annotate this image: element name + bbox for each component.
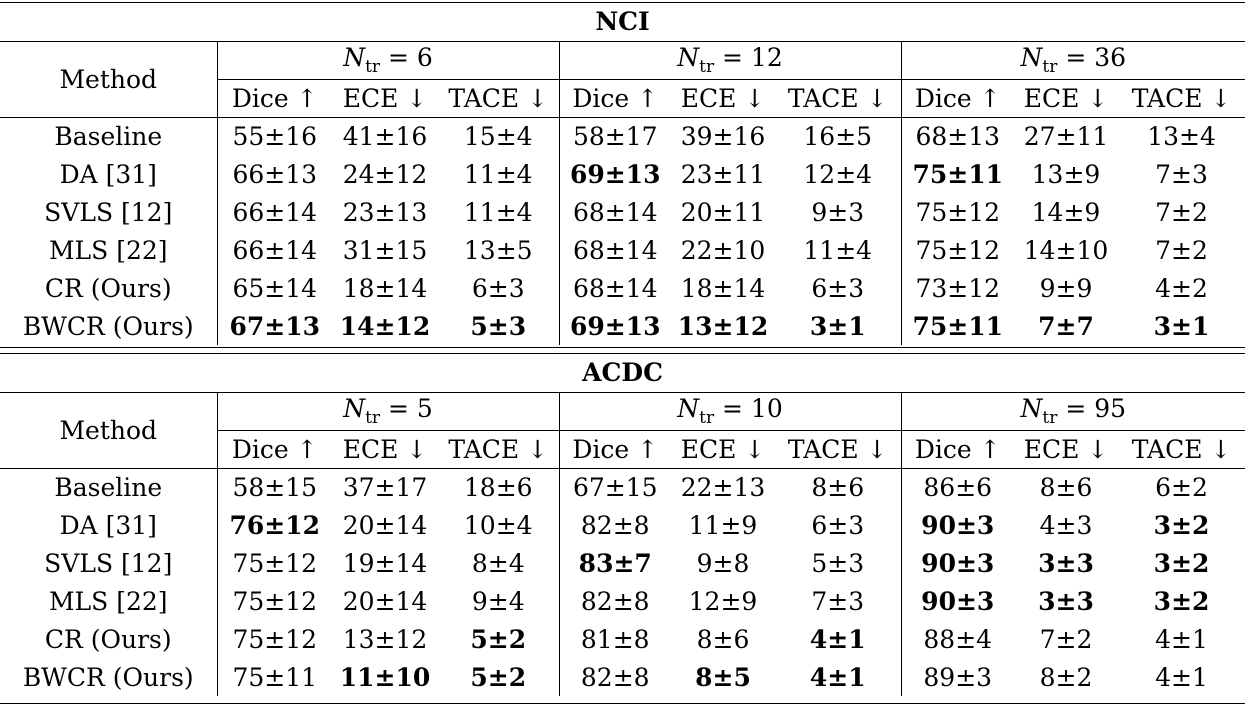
metric-header: TACE ↓ bbox=[1118, 79, 1245, 117]
metric-header: Dice ↑ bbox=[559, 430, 671, 468]
metric-cell: 8±6 bbox=[696, 624, 750, 654]
metric-cell: 11±4 bbox=[463, 197, 533, 227]
metric-cell: 90±3 bbox=[901, 506, 1014, 544]
table-row bbox=[0, 269, 1245, 307]
metric-cell: 13±12 bbox=[677, 311, 769, 341]
metric-cell: 5±2 bbox=[470, 662, 527, 692]
method-name: CR (Ours) bbox=[44, 273, 172, 303]
group-header-row bbox=[0, 392, 1245, 430]
metric-cell: 68±14 bbox=[559, 193, 671, 231]
ntr-value: = 36 bbox=[1065, 42, 1127, 72]
metric-cell: 20±11 bbox=[680, 197, 766, 227]
metric-cell: 66±14 bbox=[217, 193, 332, 231]
metric-cell: 18±6 bbox=[438, 468, 559, 506]
metric-cell: 65±14 bbox=[217, 269, 332, 307]
metric-header: ECE ↓ bbox=[671, 79, 775, 117]
ntr-symbol: N bbox=[677, 393, 700, 423]
metric-cell: 4±3 bbox=[1039, 510, 1093, 540]
table-row bbox=[0, 307, 1245, 345]
ntr-symbol: N bbox=[677, 42, 700, 72]
metric-cell: 3±2 bbox=[1153, 510, 1210, 540]
metric-header: ECE ↓ bbox=[332, 430, 438, 468]
method-name: MLS [22] bbox=[48, 235, 168, 265]
table-row bbox=[0, 544, 1245, 582]
ntr-symbol: N bbox=[343, 42, 366, 72]
method-name: DA [31] bbox=[59, 510, 157, 540]
ntr-symbol: N bbox=[1020, 393, 1043, 423]
training-size-header bbox=[559, 41, 901, 79]
metric-cell: 66±13 bbox=[217, 155, 332, 193]
metric-cell: 4±1 bbox=[809, 662, 866, 692]
metric-cell: 14±9 bbox=[1031, 197, 1101, 227]
metric-cell: 14±12 bbox=[339, 311, 431, 341]
acdc-table bbox=[0, 354, 1245, 696]
metric-cell: 7±2 bbox=[1039, 624, 1093, 654]
metric-cell: 8±5 bbox=[695, 662, 751, 692]
metric-cell: 9±3 bbox=[811, 197, 865, 227]
metric-cell: 11±4 bbox=[803, 235, 873, 265]
metric-cell: 5±2 bbox=[470, 624, 527, 654]
bottom-rule bbox=[0, 703, 1245, 704]
method-name: Baseline bbox=[0, 117, 217, 155]
ntr-subscript: tr bbox=[699, 407, 715, 428]
table-row bbox=[0, 468, 1245, 506]
method-name: CR (Ours) bbox=[44, 624, 172, 654]
method-name: MLS [22] bbox=[48, 586, 168, 616]
metric-cell: 22±13 bbox=[671, 468, 775, 506]
metric-cell: 13±9 bbox=[1031, 159, 1101, 189]
metric-cell: 82±8 bbox=[559, 658, 671, 696]
metric-header: TACE ↓ bbox=[1118, 430, 1245, 468]
metric-cell: 75±12 bbox=[901, 231, 1014, 269]
metric-cell: 6±3 bbox=[811, 273, 865, 303]
ntr-value: = 95 bbox=[1065, 393, 1127, 423]
metric-cell: 3±2 bbox=[1153, 548, 1210, 578]
metric-cell: 82±8 bbox=[559, 582, 671, 620]
ntr-symbol: N bbox=[343, 393, 366, 423]
metric-cell: 76±12 bbox=[217, 506, 332, 544]
table-row bbox=[0, 506, 1245, 544]
metric-cell: 13±12 bbox=[342, 624, 428, 654]
metric-cell: 8±6 bbox=[775, 468, 901, 506]
method-header: Method bbox=[0, 41, 217, 117]
metric-cell: 16±5 bbox=[775, 117, 901, 155]
ntr-subscript: tr bbox=[1042, 56, 1058, 77]
metric-cell: 11±4 bbox=[463, 159, 533, 189]
metric-cell: 23±11 bbox=[680, 159, 766, 189]
training-size-header bbox=[217, 41, 559, 79]
metric-cell: 3±1 bbox=[1153, 311, 1210, 341]
metric-cell: 68±14 bbox=[559, 269, 671, 307]
metric-cell: 68±13 bbox=[901, 117, 1014, 155]
metric-cell: 75±11 bbox=[901, 307, 1014, 345]
metric-cell: 19±14 bbox=[342, 548, 428, 578]
metric-cell: 75±12 bbox=[217, 620, 332, 658]
metric-header: ECE ↓ bbox=[671, 430, 775, 468]
metric-cell: 69±13 bbox=[559, 155, 671, 193]
ntr-subscript: tr bbox=[699, 56, 715, 77]
method-name: Baseline bbox=[0, 468, 217, 506]
metric-cell: 90±3 bbox=[901, 544, 1014, 582]
method-header: Method bbox=[0, 392, 217, 468]
metric-cell: 75±12 bbox=[217, 582, 332, 620]
metric-cell: 6±3 bbox=[471, 273, 525, 303]
metric-cell: 73±12 bbox=[901, 269, 1014, 307]
metric-cell: 7±2 bbox=[1155, 235, 1208, 265]
group-header-row bbox=[0, 41, 1245, 79]
metric-cell: 9±4 bbox=[471, 586, 525, 616]
method-name: BWCR (Ours) bbox=[22, 311, 194, 341]
metric-cell: 7±3 bbox=[1155, 159, 1208, 189]
metric-header: TACE ↓ bbox=[775, 79, 901, 117]
table-row bbox=[0, 231, 1245, 269]
metric-cell: 7±3 bbox=[811, 586, 865, 616]
table-row bbox=[0, 117, 1245, 155]
table-title-row bbox=[0, 354, 1245, 392]
table-row bbox=[0, 193, 1245, 231]
metric-header: Dice ↑ bbox=[559, 79, 671, 117]
metric-cell: 3±1 bbox=[809, 311, 866, 341]
metric-header: ECE ↓ bbox=[1014, 79, 1118, 117]
metric-cell: 58±17 bbox=[559, 117, 671, 155]
metric-header: ECE ↓ bbox=[332, 79, 438, 117]
metric-cell: 3±3 bbox=[1038, 586, 1094, 616]
metric-cell: 8±6 bbox=[1014, 468, 1118, 506]
metric-cell: 18±14 bbox=[680, 273, 766, 303]
metric-cell: 55±16 bbox=[217, 117, 332, 155]
metric-cell: 31±15 bbox=[342, 235, 428, 265]
metric-cell: 68±14 bbox=[559, 231, 671, 269]
table-title: ACDC bbox=[582, 358, 663, 388]
metric-cell: 8±4 bbox=[471, 548, 525, 578]
metric-cell: 3±2 bbox=[1153, 586, 1210, 616]
metric-cell: 7±2 bbox=[1155, 197, 1208, 227]
double-rule-upper bbox=[0, 347, 1245, 348]
metric-cell: 9±9 bbox=[1039, 273, 1093, 303]
ntr-value: = 6 bbox=[387, 42, 433, 72]
metric-cell: 82±8 bbox=[559, 506, 671, 544]
metric-cell: 66±14 bbox=[217, 231, 332, 269]
metric-cell: 12±4 bbox=[803, 159, 873, 189]
metric-cell: 3±3 bbox=[1038, 548, 1094, 578]
metric-cell: 24±12 bbox=[342, 159, 428, 189]
nci-table bbox=[0, 3, 1245, 345]
metric-cell: 18±14 bbox=[342, 273, 428, 303]
training-size-header bbox=[559, 392, 901, 430]
training-size-header bbox=[901, 41, 1245, 79]
table-row bbox=[0, 620, 1245, 658]
metric-cell: 58±15 bbox=[217, 468, 332, 506]
metric-cell: 22±10 bbox=[680, 235, 766, 265]
metric-cell: 37±17 bbox=[332, 468, 438, 506]
metric-cell: 75±12 bbox=[217, 544, 332, 582]
method-name: BWCR (Ours) bbox=[22, 662, 194, 692]
ntr-value: = 12 bbox=[722, 42, 783, 72]
metric-cell: 6±3 bbox=[811, 510, 865, 540]
metric-cell: 83±7 bbox=[559, 544, 671, 582]
metric-cell: 75±12 bbox=[901, 193, 1014, 231]
ntr-subscript: tr bbox=[1042, 407, 1058, 428]
metric-cell: 8±2 bbox=[1039, 662, 1093, 692]
metric-cell: 67±15 bbox=[559, 468, 671, 506]
metric-cell: 4±2 bbox=[1155, 273, 1208, 303]
ntr-subscript: tr bbox=[365, 407, 381, 428]
metric-cell: 11±9 bbox=[688, 510, 758, 540]
table-row bbox=[0, 658, 1245, 696]
training-size-header bbox=[217, 392, 559, 430]
metric-cell: 75±11 bbox=[901, 155, 1014, 193]
method-name: SVLS [12] bbox=[44, 197, 173, 227]
ntr-subscript: tr bbox=[365, 56, 381, 77]
table-row bbox=[0, 582, 1245, 620]
metric-cell: 4±1 bbox=[1155, 624, 1208, 654]
metric-cell: 15±4 bbox=[438, 117, 559, 155]
metric-cell: 13±4 bbox=[1118, 117, 1245, 155]
metric-cell: 86±6 bbox=[901, 468, 1014, 506]
ntr-value: = 10 bbox=[722, 393, 783, 423]
metric-cell: 67±13 bbox=[217, 307, 332, 345]
training-size-header bbox=[901, 392, 1245, 430]
method-name: SVLS [12] bbox=[44, 548, 173, 578]
metric-cell: 5±3 bbox=[811, 548, 865, 578]
metric-cell: 81±8 bbox=[559, 620, 671, 658]
metric-header: Dice ↑ bbox=[901, 79, 1014, 117]
metric-cell: 7±7 bbox=[1038, 311, 1094, 341]
metric-header: TACE ↓ bbox=[775, 430, 901, 468]
metric-cell: 4±1 bbox=[1155, 662, 1208, 692]
metric-cell: 6±2 bbox=[1118, 468, 1245, 506]
metric-cell: 20±14 bbox=[342, 510, 428, 540]
metric-cell: 90±3 bbox=[901, 582, 1014, 620]
metric-header: TACE ↓ bbox=[438, 430, 559, 468]
method-name: DA [31] bbox=[59, 159, 157, 189]
metric-cell: 27±11 bbox=[1014, 117, 1118, 155]
metric-cell: 23±13 bbox=[342, 197, 428, 227]
ntr-value: = 5 bbox=[387, 393, 433, 423]
metric-cell: 39±16 bbox=[671, 117, 775, 155]
metric-cell: 69±13 bbox=[559, 307, 671, 345]
metric-cell: 13±5 bbox=[463, 235, 533, 265]
ntr-symbol: N bbox=[1020, 42, 1043, 72]
metric-header: Dice ↑ bbox=[217, 430, 332, 468]
metric-header: ECE ↓ bbox=[1014, 430, 1118, 468]
metric-header: Dice ↑ bbox=[217, 79, 332, 117]
metric-header: Dice ↑ bbox=[901, 430, 1014, 468]
metric-cell: 41±16 bbox=[332, 117, 438, 155]
metric-cell: 88±4 bbox=[901, 620, 1014, 658]
table-title-row bbox=[0, 3, 1245, 41]
metric-cell: 11±10 bbox=[339, 662, 431, 692]
metric-cell: 14±10 bbox=[1023, 235, 1109, 265]
metric-header: TACE ↓ bbox=[438, 79, 559, 117]
metric-cell: 89±3 bbox=[901, 658, 1014, 696]
metric-cell: 4±1 bbox=[809, 624, 866, 654]
metric-cell: 12±9 bbox=[688, 586, 758, 616]
table-row bbox=[0, 155, 1245, 193]
metric-cell: 20±14 bbox=[342, 586, 428, 616]
metric-cell: 5±3 bbox=[470, 311, 527, 341]
metric-cell: 10±4 bbox=[463, 510, 533, 540]
metric-cell: 75±11 bbox=[217, 658, 332, 696]
table-title: NCI bbox=[595, 7, 650, 37]
metric-cell: 9±8 bbox=[696, 548, 750, 578]
